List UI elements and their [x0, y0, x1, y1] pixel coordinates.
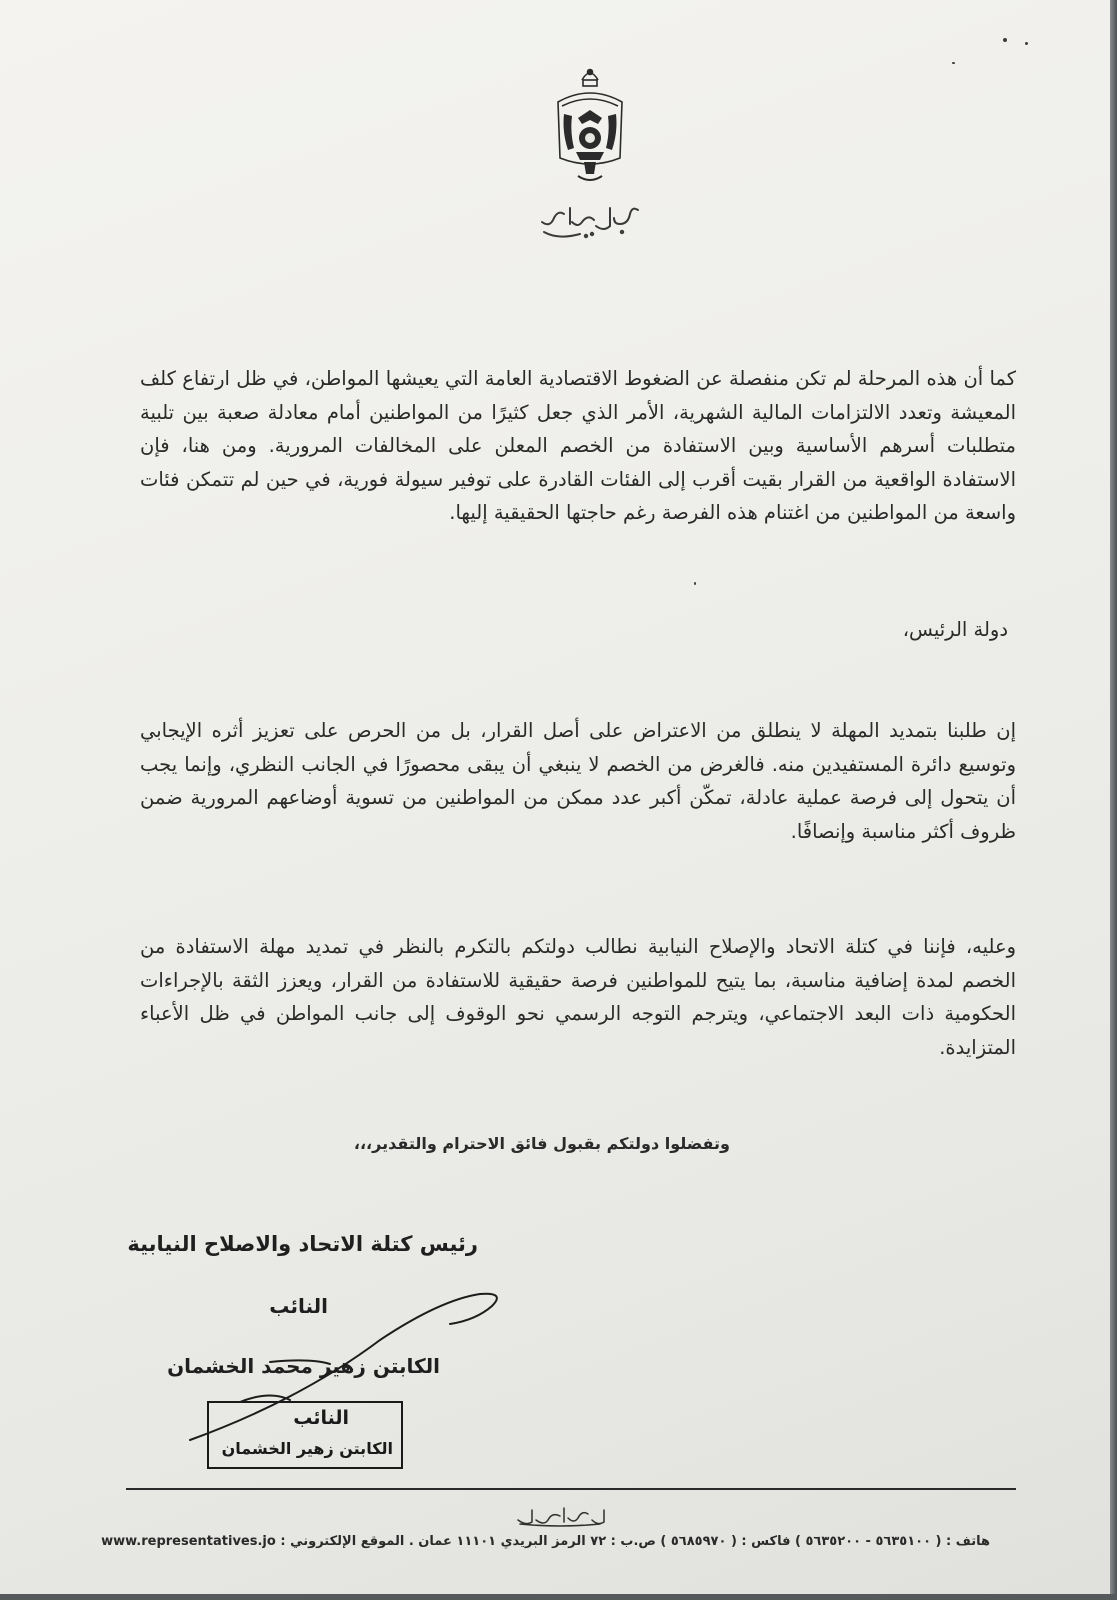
signatory-name: الكابتن زهير محمد الخشمان [167, 1354, 440, 1378]
paper-speck [1025, 42, 1028, 45]
footer-divider [126, 1488, 1016, 1490]
signatory-role: رئيس كتلة الاتحاد والاصلاح النيابية [127, 1232, 478, 1256]
paper-speck [952, 62, 955, 64]
signatory-title: النائب [269, 1294, 328, 1318]
letter-salutation: دولة الرئيس، [902, 618, 1008, 641]
parliament-calligraphy-logo [534, 200, 646, 242]
scan-edge-right [1110, 0, 1117, 1600]
official-stamp [207, 1401, 403, 1469]
footer-website-link[interactable]: www.representatives.jo [101, 1534, 276, 1549]
letter-paragraph-3: وعليه، فإننا في كتلة الاتحاد والإصلاح النيابية نطالب دولتكم بالتكرم بالنظر في تمديد مهلة الاستفادة من الخصم لمدة إضافية مناسبة، بما يتيح للمواطنين فرصة حقيقية للاستفادة من القرار، ويعزز الثقة بالإجراءات الحكومية ذات البعد الاجتماعي، ويترجم التوجه الرسمي نحو الوقوف إلى جانب المواطن في ظل الأعباء المتزايدة. [140, 935, 1016, 1059]
stamp-name: الكابتن زهير الخشمان [221, 1439, 393, 1458]
footer-contact-line [101, 1534, 990, 1549]
scan-edge-bottom [0, 1594, 1117, 1600]
stamp-title: النائب [293, 1407, 349, 1429]
letter-paragraph-2: إن طلبنا بتمديد المهلة لا ينطلق من الاعتراض على أصل القرار، بل من الحرص على تعزيز أثره الإيجابي وتوسيع دائرة المستفيدين منه. فالغرض من الخصم لا ينبغي أن يبقى محصورًا في الجانب النظري، وإنما يجب أن يتحول إلى فرصة عملية عادلة، تمكّن أكبر عدد ممكن من المواطنين من تسوية أوضاعهم المرورية ضمن ظروف أكثر مناسبة وإنصافًا. [140, 719, 1016, 843]
letter-paragraph-1: كما أن هذه المرحلة لم تكن منفصلة عن الضغوط الاقتصادية العامة التي يعيشها المواطن، في ظل ارتفاع كلف المعيشة وتعدد الالتزامات المالية الشهرية، الأمر الذي جعل كثيرًا من المواطنين أمام معادلة صعبة بين تلبية متطلبات أسرهم الأساسية وبين الاستفادة من الخصم المعلن على المخالفات المرورية. ومن هنا، فإن الاستفادة الواقعية من القرار بقيت أقرب إلى الفئات القادرة على توفير سيولة فورية، في حين لم تتمكن فئات واسعة من المواطنين من اغتنام هذه الفرصة رغم حاجتها الحقيقية إليها. [140, 367, 1016, 524]
jordan-coat-of-arms-icon [548, 62, 632, 192]
paper-speck [694, 582, 696, 585]
paper-speck [1003, 38, 1007, 42]
footer-contact-text: هاتف : ( ٥٦٣٥١٠٠ - ٥٦٣٥٢٠٠ ) فاكس : ( ٥٦٨٥٩٧٠ ) ص.ب : ٧٢ الرمز البريدي ١١١٠١ عمان . الموقع الإلكتروني : [280, 1534, 990, 1549]
letter-closing: وتفضلوا دولتكم بقبول فائق الاحترام والتقدير،،، [353, 1134, 730, 1153]
kingdom-calligraphy-logo [512, 1504, 608, 1528]
